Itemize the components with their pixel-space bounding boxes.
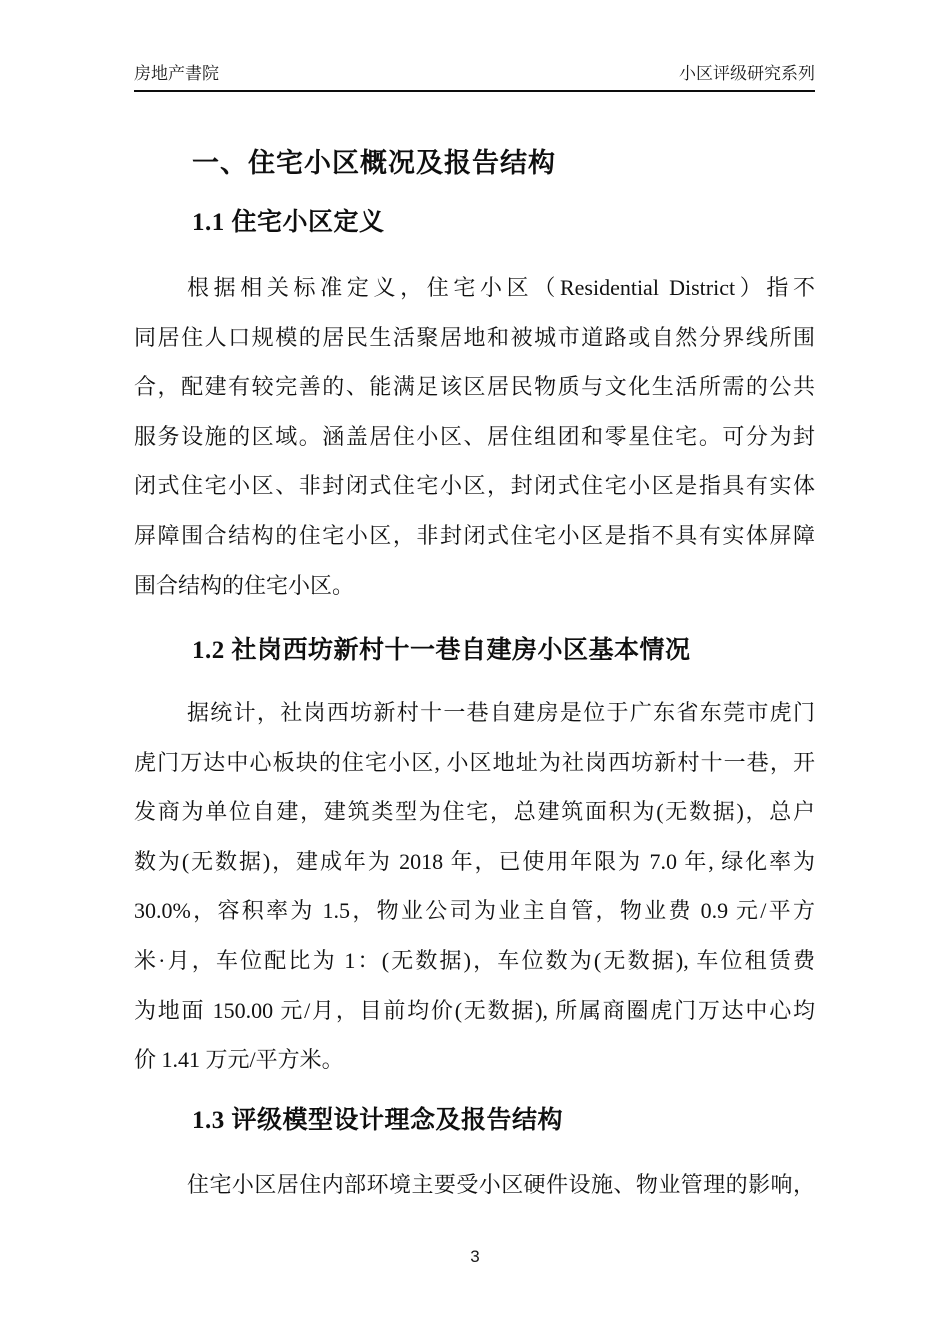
header-right-text: 小区评级研究系列 xyxy=(679,64,815,83)
body-text-line: 据统计，社岗西坊新村十一巷自建房是位于广东省东莞市虎门 xyxy=(187,700,815,725)
page-header xyxy=(134,63,815,85)
body-text-line: 根据相关标准定义，住宅小区（Residential District）指不 xyxy=(187,275,815,300)
body-text-line: 围合结构的住宅小区。 xyxy=(134,572,355,598)
body-text-line: 合，配建有较完善的、能满足该区居民物质与文化生活所需的公共 xyxy=(134,374,815,400)
chapter-title: 一、住宅小区概况及报告结构 xyxy=(192,148,556,178)
section-heading-1-2: 1.2 社岗西坊新村十一巷自建房小区基本情况 xyxy=(192,637,691,664)
header-rule xyxy=(134,90,815,92)
body-text-line: 价 1.41 万元/平方米。 xyxy=(134,1047,344,1073)
body-paragraph-1 xyxy=(134,263,815,610)
section-heading-1-3: 1.3 评级模型设计理念及报告结构 xyxy=(192,1107,564,1134)
body-text-line: 数为(无数据)，建成年为 2018 年，已使用年限为 7.0 年, 绿化率为 xyxy=(134,848,815,874)
body-paragraph-3 xyxy=(134,1160,815,1210)
body-text-line: 同居住人口规模的居民生活聚居地和被城市道路或自然分界线所围 xyxy=(134,324,815,350)
section-heading-1-1: 1.1 住宅小区定义 xyxy=(192,209,385,236)
body-text-line: 30.0%，容积率为 1.5，物业公司为业主自管，物业费 0.9 元/平方 xyxy=(134,898,815,924)
body-text-line: 服务设施的区域。涵盖居住小区、居住组团和零星住宅。可分为封 xyxy=(134,423,815,449)
body-text-line: 闭式住宅小区、非封闭式住宅小区，封闭式住宅小区是指具有实体 xyxy=(134,473,815,499)
body-paragraph-2 xyxy=(134,688,815,1085)
body-text-line: 为地面 150.00 元/月，目前均价(无数据), 所属商圈虎门万达中心均 xyxy=(134,997,815,1023)
page-number: 3 xyxy=(470,1247,480,1266)
body-text-line: 住宅小区居住内部环境主要受小区硬件设施、物业管理的影响， xyxy=(187,1172,815,1197)
body-text-line: 屏障围合结构的住宅小区，非封闭式住宅小区是指不具有实体屏障 xyxy=(134,522,815,548)
body-text-line: 发商为单位自建，建筑类型为住宅，总建筑面积为(无数据)，总户 xyxy=(134,799,815,825)
body-text-line: 虎门万达中心板块的住宅小区, 小区地址为社岗西坊新村十一巷，开 xyxy=(134,749,815,775)
body-text-line: 米·月，车位配比为 1：(无数据)，车位数为(无数据), 车位租赁费 xyxy=(134,947,815,973)
header-left-text: 房地产書院 xyxy=(134,64,219,83)
